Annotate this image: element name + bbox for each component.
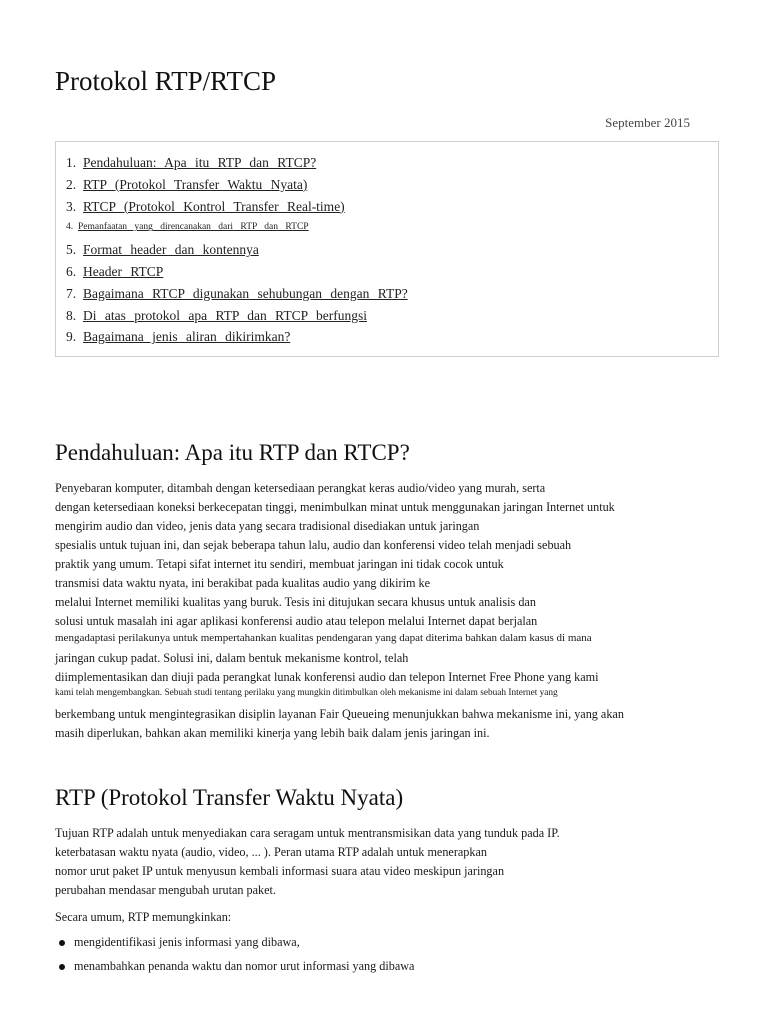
toc-number: 1. <box>66 155 77 170</box>
toc-link-pendahuluan[interactable]: Pendahuluan: Apa itu RTP dan RTCP? <box>83 155 317 170</box>
text-line: jaringan cukup padat. Solusi ini, dalam bentuk mekanisme kontrol, telah <box>55 651 409 665</box>
text-line: spesialis untuk tujuan ini, dan sejak beberapa tahun lalu, audio dan konferensi video telah menjadi sebuah <box>55 538 572 552</box>
publish-date: September 2015 <box>605 115 690 130</box>
toc-link-stream-delivery[interactable]: Bagaimana jenis aliran dikirimkan? <box>83 329 291 345</box>
toc-link-format-header[interactable]: Format header dan kontennya <box>83 242 259 258</box>
toc-number: 9. <box>66 329 77 345</box>
text-line: berkembang untuk mengintegrasikan disiplin layanan Fair Queueing menunjukkan bahwa mekanisme ini, yang akan <box>55 707 624 721</box>
text-line: nomor urut paket IP untuk menyusun kembali informasi suara atau video meskipun jaringan <box>55 864 505 878</box>
list-item <box>55 935 414 959</box>
text-line: mengadaptasi perilakunya untuk mempertahankan kualitas pendengaran yang dapat diterima bahkan dalam kasus di mana <box>55 632 592 644</box>
toc-number: 5. <box>66 242 77 258</box>
text-line: keterbatasan waktu nyata (audio, video, ... ). Peran utama RTP adalah untuk menerapkan <box>55 845 488 859</box>
bullet-icon <box>59 940 65 946</box>
section-heading-rtp: RTP (Protokol Transfer Waktu Nyata) <box>55 785 404 810</box>
text-line: solusi untuk masalah ini agar aplikasi konferensi audio atau telepon melalui Internet dapat berjalan <box>55 614 538 628</box>
toc-item <box>66 286 408 308</box>
toc-link-protocol-layer[interactable]: Di atas protokol apa RTP dan RTCP berfungsi <box>83 307 367 323</box>
toc-item <box>66 155 408 177</box>
text-line: masih diperlukan, bahkan akan memiliki kinerja yang lebih baik dalam jenis jaringan ini. <box>55 726 490 740</box>
toc-link-rtp[interactable]: RTP (Protokol Transfer Waktu Nyata) <box>83 176 308 192</box>
page-title: Protokol RTP/RTCP <box>55 66 277 96</box>
toc-link-rtcp-usage[interactable]: Bagaimana RTCP digunakan sehubungan dengan RTP? <box>83 285 408 301</box>
rtp-lead-text: Secara umum, RTP memungkinkan: <box>55 910 232 924</box>
text-line: melalui Internet memiliki kualitas yang buruk. Tesis ini ditujukan secara khusus untuk analisis dan <box>55 595 536 609</box>
toc-link-pemanfaatan[interactable]: Pemanfaatan yang direncanakan dari RTP dan RTCP <box>78 222 309 233</box>
toc-item <box>66 308 408 330</box>
text-line: Penyebaran komputer, ditambah dengan ketersediaan perangkat keras audio/video yang murah, serta <box>55 481 546 495</box>
text-line: diimplementasikan dan diuji pada perangkat lunak konferensi audio dan telepon Internet Free Phone yang kami <box>55 670 599 684</box>
text-line: praktik yang umum. Tetapi sifat internet itu sendiri, membuat jaringan ini tidak cocok untuk <box>55 557 504 571</box>
list-item <box>55 959 414 983</box>
toc-item <box>66 199 408 221</box>
toc-item <box>66 264 408 286</box>
section-heading-intro: Pendahuluan: Apa itu RTP dan RTCP? <box>55 440 410 465</box>
toc-number: 4. <box>66 222 74 233</box>
text-line: Tujuan RTP adalah untuk menyediakan cara seragam untuk mentransmisikan data yang tunduk pada IP. <box>55 826 560 840</box>
text-line: perubahan mendasar mengubah urutan paket. <box>55 883 276 897</box>
toc-number: 7. <box>66 285 77 301</box>
text-line: kami telah mengembangkan. Sebuah studi tentang perilaku yang mungkin ditimbulkan oleh mekanisme ini dalam sebuah Internet yang <box>55 688 558 698</box>
intro-paragraph <box>55 481 695 745</box>
toc-item <box>66 177 408 199</box>
toc-number: 2. <box>66 176 77 192</box>
text-line: transmisi data waktu nyata, ini berakibat pada kualitas audio yang dikirim ke <box>55 576 430 590</box>
toc-list <box>66 155 408 351</box>
toc-number: 3. <box>66 198 77 214</box>
list-item-text: mengidentifikasi jenis informasi yang dibawa, <box>74 935 300 949</box>
table-of-contents <box>55 141 719 357</box>
text-line: dengan ketersediaan koneksi berkecepatan tinggi, menimbulkan minat untuk menggunakan jaringan Internet untuk <box>55 500 615 514</box>
text-line: mengirim audio dan video, jenis data yang secara tradisional disediakan untuk jaringan <box>55 519 480 533</box>
toc-item <box>66 242 408 264</box>
rtp-paragraph <box>55 826 695 902</box>
toc-number: 8. <box>66 307 77 323</box>
bullet-icon <box>59 964 65 970</box>
toc-item <box>66 220 408 242</box>
toc-link-rtcp[interactable]: RTCP (Protokol Kontrol Transfer Real-time) <box>83 198 345 214</box>
toc-link-header-rtcp[interactable]: Header RTCP <box>83 263 164 279</box>
list-item-text: menambahkan penanda waktu dan nomor urut informasi yang dibawa <box>74 959 415 973</box>
rtp-bullet-list <box>55 935 414 983</box>
toc-number: 6. <box>66 263 77 279</box>
toc-item <box>66 329 408 351</box>
